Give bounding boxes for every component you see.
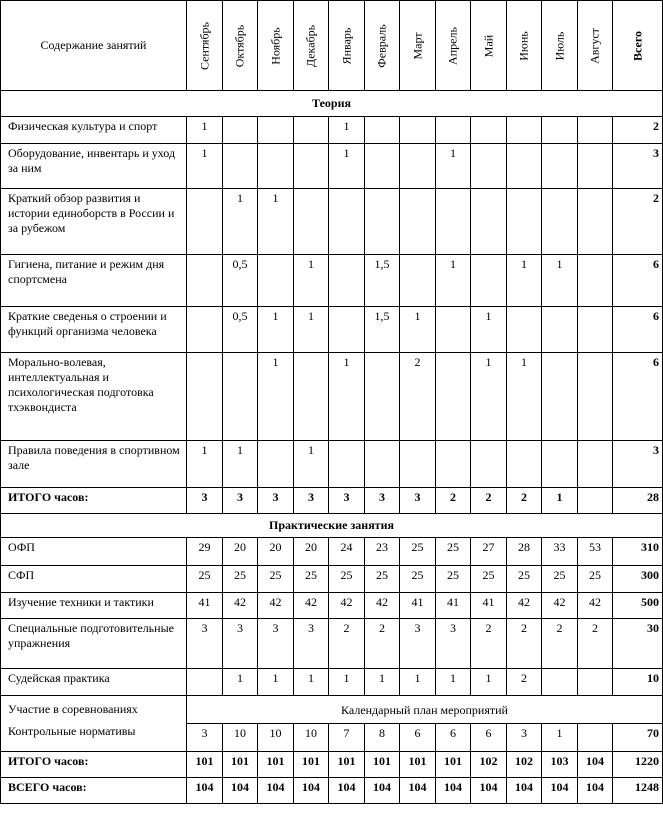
month-value-cell: 1 [542, 255, 578, 307]
row-label: Краткий обзор развития и истории единоборств в России и за рубежом [1, 189, 187, 255]
month-value-cell [400, 144, 436, 189]
month-value-cell: 1 [507, 255, 542, 307]
month-value-cell: 101 [400, 752, 436, 778]
row-label: Оборудование, инвентарь и уход за ним [1, 144, 187, 189]
month-value-cell: 1 [329, 144, 365, 189]
row-total-cell: 2 [613, 117, 663, 144]
month-value-cell [578, 441, 613, 488]
month-value-cell: 1 [223, 669, 258, 696]
month-value-cell: 104 [471, 778, 507, 804]
row-label: СФП [1, 566, 187, 593]
month-header: Апрель [436, 1, 471, 91]
month-value-cell: 1 [258, 669, 294, 696]
row-total-cell: 70 [613, 724, 663, 752]
month-value-cell: 1,5 [365, 307, 400, 353]
row-total-cell: 6 [613, 255, 663, 307]
month-value-cell: 1 [471, 353, 507, 441]
row-total-cell: 3 [613, 441, 663, 488]
month-value-cell: 104 [578, 778, 613, 804]
month-value-cell: 3 [187, 619, 223, 669]
month-value-cell: 10 [258, 724, 294, 752]
month-value-cell: 104 [187, 778, 223, 804]
month-value-cell: 25 [294, 566, 329, 593]
month-value-cell [294, 353, 329, 441]
practice-summary-row [1, 752, 663, 778]
month-value-cell: 3 [223, 619, 258, 669]
month-value-cell: 101 [294, 752, 329, 778]
month-value-cell: 2 [507, 669, 542, 696]
month-header: Июль [542, 1, 578, 91]
month-value-cell: 1 [258, 307, 294, 353]
month-value-cell: 104 [578, 752, 613, 778]
month-value-cell: 6 [400, 724, 436, 752]
month-value-cell: 3 [329, 488, 365, 514]
theory-summary-row [1, 488, 663, 514]
month-value-cell: 104 [400, 778, 436, 804]
month-value-cell: 2 [542, 619, 578, 669]
row-label: ВСЕГО часов: [1, 778, 187, 804]
month-value-cell: 3 [436, 619, 471, 669]
month-value-cell [223, 144, 258, 189]
month-value-cell: 1 [223, 441, 258, 488]
row-total-cell: 6 [613, 307, 663, 353]
month-value-cell [365, 353, 400, 441]
month-value-cell: 42 [294, 593, 329, 619]
month-value-cell: 101 [223, 752, 258, 778]
month-value-cell: 1 [294, 255, 329, 307]
month-value-cell: 3 [507, 724, 542, 752]
month-value-cell: 42 [365, 593, 400, 619]
month-value-cell: 101 [329, 752, 365, 778]
month-value-cell: 42 [507, 593, 542, 619]
month-value-cell: 101 [187, 752, 223, 778]
month-value-cell: 25 [329, 566, 365, 593]
month-value-cell: 1 [187, 144, 223, 189]
month-value-cell: 104 [436, 778, 471, 804]
theory-row [1, 189, 663, 255]
row-total-cell: 28 [613, 488, 663, 514]
month-value-cell: 41 [471, 593, 507, 619]
section-title-practice: Практические занятия [1, 514, 663, 538]
month-value-cell [329, 307, 365, 353]
month-value-cell [507, 189, 542, 255]
month-header: Декабрь [294, 1, 329, 91]
month-value-cell [578, 255, 613, 307]
month-value-cell [436, 307, 471, 353]
content-header: Содержание занятий [1, 1, 187, 91]
month-value-cell: 25 [187, 566, 223, 593]
month-value-cell: 101 [258, 752, 294, 778]
month-value-cell: 3 [258, 619, 294, 669]
month-value-cell: 10 [294, 724, 329, 752]
month-header: Июнь [507, 1, 542, 91]
month-value-cell [436, 117, 471, 144]
month-value-cell: 1 [542, 488, 578, 514]
month-value-cell: 33 [542, 538, 578, 566]
row-label: ИТОГО часов: [1, 488, 187, 514]
month-value-cell: 1 [187, 117, 223, 144]
month-value-cell: 104 [294, 778, 329, 804]
month-value-cell [578, 488, 613, 514]
month-value-cell: 2 [507, 619, 542, 669]
theory-row [1, 307, 663, 353]
row-total-cell: 10 [613, 669, 663, 696]
month-value-cell: 1 [329, 669, 365, 696]
month-value-cell: 3 [187, 724, 223, 752]
month-value-cell [187, 255, 223, 307]
month-value-cell: 104 [223, 778, 258, 804]
month-value-cell: 1 [294, 307, 329, 353]
row-label: Морально-волевая, интеллектуальная и психологическая подготовка тхэквондиста [1, 353, 187, 441]
month-value-cell [542, 353, 578, 441]
month-value-cell [258, 255, 294, 307]
month-value-cell: 2 [578, 619, 613, 669]
month-value-cell [578, 307, 613, 353]
month-value-cell [507, 307, 542, 353]
month-value-cell [542, 669, 578, 696]
month-value-cell: 3 [400, 488, 436, 514]
month-value-cell: 104 [507, 778, 542, 804]
month-header: Август [578, 1, 613, 91]
month-value-cell: 41 [436, 593, 471, 619]
month-value-cell: 1 [187, 441, 223, 488]
month-value-cell: 41 [400, 593, 436, 619]
month-value-cell: 1 [436, 255, 471, 307]
month-value-cell [471, 255, 507, 307]
month-value-cell: 23 [365, 538, 400, 566]
row-total-cell: 310 [613, 538, 663, 566]
month-value-cell: 0,5 [223, 255, 258, 307]
month-value-cell: 8 [365, 724, 400, 752]
month-value-cell: 1 [471, 669, 507, 696]
month-value-cell [436, 189, 471, 255]
month-header: Октябрь [223, 1, 258, 91]
row-total-cell: 3 [613, 144, 663, 189]
month-value-cell: 53 [578, 538, 613, 566]
month-value-cell: 42 [329, 593, 365, 619]
month-value-cell [365, 189, 400, 255]
month-value-cell: 101 [365, 752, 400, 778]
month-value-cell: 7 [329, 724, 365, 752]
month-value-cell: 27 [471, 538, 507, 566]
month-value-cell: 10 [223, 724, 258, 752]
row-total-cell: 30 [613, 619, 663, 669]
month-value-cell [187, 307, 223, 353]
month-value-cell: 1 [400, 669, 436, 696]
month-value-cell [471, 144, 507, 189]
section-row-theory [1, 91, 663, 117]
month-value-cell: 3 [294, 488, 329, 514]
month-value-cell [542, 144, 578, 189]
row-label: Судейская практика [1, 669, 187, 696]
month-value-cell: 20 [294, 538, 329, 566]
month-value-cell [578, 144, 613, 189]
header-row [1, 1, 663, 91]
month-value-cell: 42 [578, 593, 613, 619]
month-value-cell: 25 [223, 566, 258, 593]
month-value-cell: 42 [542, 593, 578, 619]
month-header: Январь [329, 1, 365, 91]
month-value-cell: 102 [471, 752, 507, 778]
month-value-cell: 29 [187, 538, 223, 566]
month-value-cell: 3 [365, 488, 400, 514]
month-value-cell: 104 [365, 778, 400, 804]
theory-row [1, 144, 663, 189]
month-value-cell: 2 [507, 488, 542, 514]
month-value-cell: 0,5 [223, 307, 258, 353]
month-value-cell [400, 441, 436, 488]
month-value-cell: 2 [329, 619, 365, 669]
month-value-cell [329, 441, 365, 488]
month-value-cell: 42 [258, 593, 294, 619]
row-label: Специальные подготовительные упражнения [1, 619, 187, 669]
row-total-cell: 500 [613, 593, 663, 619]
competitions-label-line: Участие в соревнованиях [8, 702, 138, 716]
month-value-cell [400, 255, 436, 307]
month-value-cell [471, 189, 507, 255]
row-label: ОФП [1, 538, 187, 566]
calendar-plan-cell: Календарный план мероприятий [187, 696, 663, 724]
month-value-cell: 1 [294, 441, 329, 488]
month-value-cell [294, 144, 329, 189]
month-header: Февраль [365, 1, 400, 91]
month-value-cell: 2 [400, 353, 436, 441]
month-value-cell [187, 353, 223, 441]
month-value-cell: 1 [542, 724, 578, 752]
month-value-cell [507, 144, 542, 189]
row-total-cell: 2 [613, 189, 663, 255]
month-value-cell: 1 [258, 353, 294, 441]
month-value-cell [578, 189, 613, 255]
month-value-cell [223, 353, 258, 441]
month-value-cell: 1 [294, 669, 329, 696]
month-value-cell: 20 [223, 538, 258, 566]
month-value-cell [294, 117, 329, 144]
section-title-theory: Теория [1, 91, 663, 117]
month-value-cell: 25 [436, 566, 471, 593]
month-value-cell: 25 [400, 566, 436, 593]
month-value-cell [542, 117, 578, 144]
month-header: Май [471, 1, 507, 91]
theory-row [1, 255, 663, 307]
month-value-cell: 2 [471, 619, 507, 669]
month-header: Март [400, 1, 436, 91]
month-value-cell [329, 255, 365, 307]
month-value-cell [436, 353, 471, 441]
month-value-cell: 41 [187, 593, 223, 619]
month-value-cell: 1 [329, 353, 365, 441]
total-header: Всего [613, 1, 663, 91]
section-row-practice [1, 514, 663, 538]
row-label: Физическая культура и спорт [1, 117, 187, 144]
row-label: ИТОГО часов: [1, 752, 187, 778]
month-value-cell [329, 189, 365, 255]
month-value-cell: 1 [471, 307, 507, 353]
month-value-cell: 2 [471, 488, 507, 514]
month-value-cell [578, 353, 613, 441]
month-value-cell: 25 [578, 566, 613, 593]
control-norms-label-line: Контрольные нормативы [8, 724, 136, 738]
month-value-cell: 3 [400, 619, 436, 669]
month-value-cell [471, 441, 507, 488]
month-value-cell [542, 307, 578, 353]
month-value-cell: 1 [400, 307, 436, 353]
month-header: Ноябрь [258, 1, 294, 91]
month-value-cell: 104 [258, 778, 294, 804]
month-value-cell [258, 117, 294, 144]
month-value-cell: 3 [223, 488, 258, 514]
month-value-cell [578, 724, 613, 752]
row-label: Краткие сведенья о строении и функций организма человека [1, 307, 187, 353]
month-value-cell: 103 [542, 752, 578, 778]
row-total-cell: 6 [613, 353, 663, 441]
row-total-cell: 1248 [613, 778, 663, 804]
month-value-cell: 1 [436, 144, 471, 189]
month-value-cell: 1 [329, 117, 365, 144]
month-value-cell: 1 [223, 189, 258, 255]
practice-row [1, 538, 663, 566]
month-value-cell [365, 117, 400, 144]
month-value-cell: 3 [187, 488, 223, 514]
row-total-cell: 1220 [613, 752, 663, 778]
month-value-cell: 6 [436, 724, 471, 752]
month-header: Сентябрь [187, 1, 223, 91]
month-value-cell: 1,5 [365, 255, 400, 307]
month-value-cell [400, 117, 436, 144]
month-value-cell [507, 441, 542, 488]
month-value-cell [578, 669, 613, 696]
month-value-cell [400, 189, 436, 255]
month-value-cell: 25 [436, 538, 471, 566]
month-value-cell: 20 [258, 538, 294, 566]
month-value-cell: 1 [436, 669, 471, 696]
competitions-label [1, 696, 187, 752]
month-value-cell: 25 [471, 566, 507, 593]
theory-row [1, 353, 663, 441]
month-value-cell: 2 [436, 488, 471, 514]
row-total-cell: 300 [613, 566, 663, 593]
month-value-cell: 2 [365, 619, 400, 669]
month-value-cell [258, 144, 294, 189]
practice-row [1, 566, 663, 593]
month-value-cell: 3 [294, 619, 329, 669]
row-label: Изучение техники и тактики [1, 593, 187, 619]
month-value-cell [223, 117, 258, 144]
month-value-cell: 101 [436, 752, 471, 778]
month-value-cell [365, 144, 400, 189]
practice-row [1, 669, 663, 696]
practice-row [1, 593, 663, 619]
month-value-cell [258, 441, 294, 488]
month-value-cell: 1 [507, 353, 542, 441]
month-value-cell: 6 [471, 724, 507, 752]
month-value-cell: 3 [258, 488, 294, 514]
month-value-cell [294, 189, 329, 255]
grand-total-row [1, 778, 663, 804]
competitions-row [1, 696, 663, 724]
month-value-cell [187, 189, 223, 255]
row-label: Правила поведения в спортивном зале [1, 441, 187, 488]
month-value-cell [365, 441, 400, 488]
month-value-cell [542, 441, 578, 488]
row-label: Гигиена, питание и режим дня спортсмена [1, 255, 187, 307]
month-value-cell: 25 [365, 566, 400, 593]
month-value-cell: 104 [329, 778, 365, 804]
month-value-cell: 25 [542, 566, 578, 593]
month-value-cell: 25 [258, 566, 294, 593]
month-value-cell: 42 [223, 593, 258, 619]
month-value-cell [471, 117, 507, 144]
month-value-cell [187, 669, 223, 696]
month-value-cell: 24 [329, 538, 365, 566]
practice-row [1, 619, 663, 669]
month-value-cell: 104 [542, 778, 578, 804]
month-value-cell: 25 [507, 566, 542, 593]
month-value-cell: 28 [507, 538, 542, 566]
theory-row [1, 441, 663, 488]
month-value-cell: 102 [507, 752, 542, 778]
month-value-cell [507, 117, 542, 144]
month-value-cell: 1 [258, 189, 294, 255]
month-value-cell: 1 [365, 669, 400, 696]
theory-row [1, 117, 663, 144]
month-value-cell [578, 117, 613, 144]
month-value-cell [436, 441, 471, 488]
month-value-cell: 25 [400, 538, 436, 566]
month-value-cell [542, 189, 578, 255]
